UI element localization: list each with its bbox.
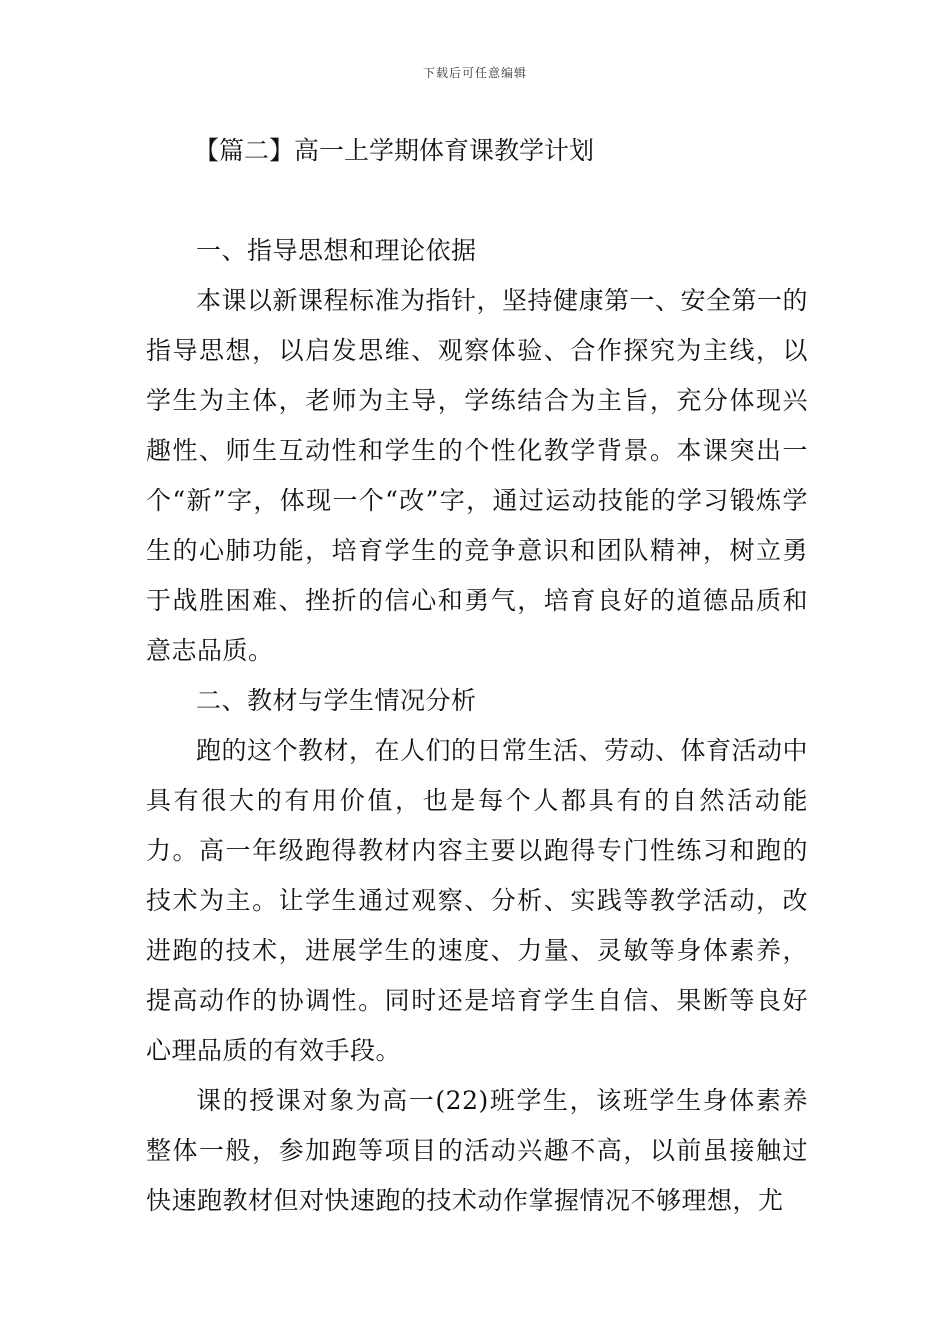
paragraph-material-analysis: 跑的这个教材，在人们的日常生活、劳动、体育活动中具有很大的有用价值，也是每个人都具有的自然活动能力。高一年级跑得教材内容主要以跑得专门性练习和跑的技术为主。让学生通过观察、分析、实践等教学活动，改进跑的技术，进展学生的速度、力量、灵敏等身体素养，提高动作的协调性。同时还是培育学生自信、果断等良好心理品质的有效手段。 xyxy=(146,736,809,1065)
document-body xyxy=(146,226,808,1226)
section-heading-guiding-ideology: 一、指导思想和理论依据 xyxy=(196,236,477,265)
document-title: 【篇二】高一上学期体育课教学计划 xyxy=(194,136,595,165)
section-heading-material-analysis: 二、教材与学生情况分析 xyxy=(196,686,477,715)
paragraph-guiding-ideology: 本课以新课程标准为指针，坚持健康第一、安全第一的指导思想，以启发思维、观察体验、合作探究为主线，以学生为主体，老师为主导，学练结合为主旨，充分体现兴趣性、师生互动性和学生的个性化教学背景。本课突出一个“新”字，体现一个“改”字，通过运动技能的学习锻炼学生的心肺功能，培育学生的竞争意识和团队精神，树立勇于战胜困难、挫折的信心和勇气，培育良好的道德品质和意志品质。 xyxy=(146,286,809,665)
header-note: 下载后可任意编辑 xyxy=(422,66,527,80)
paragraph-student-analysis: 课的授课对象为高一(22)班学生，该班学生身体素养整体一般，参加跑等项目的活动兴趣不高，以前虽接触过快速跑教材但对快速跑的技术动作掌握情况不够理想，尤 xyxy=(146,1086,808,1215)
